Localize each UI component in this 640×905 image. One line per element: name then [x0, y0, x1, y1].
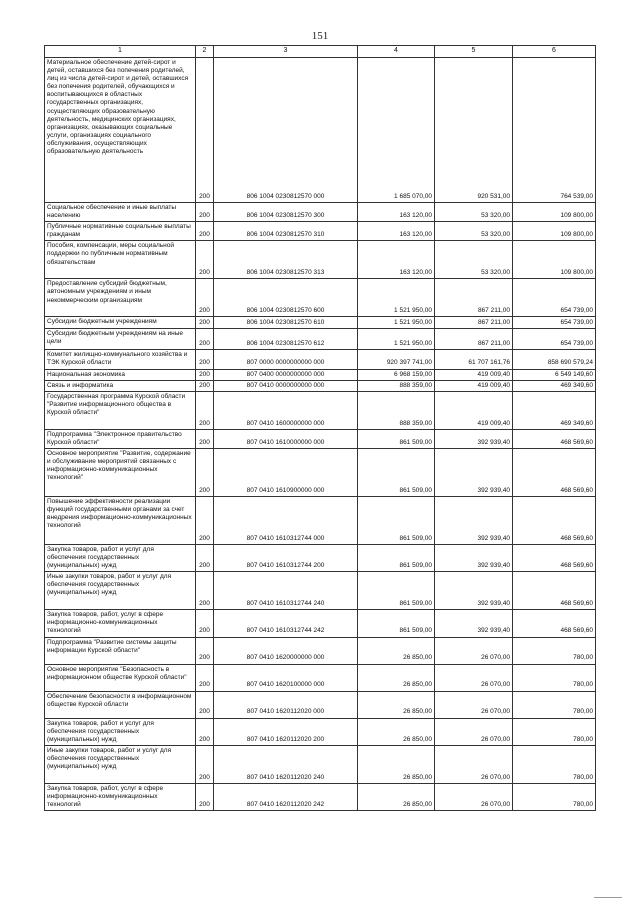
row-code2-cell: 200 [196, 783, 214, 810]
row-budget-code-cell: 807 0400 0000000000 000 [214, 369, 358, 380]
row-value-col5-cell: 26 070,00 [435, 783, 513, 810]
column-header: 3 [214, 46, 358, 58]
row-value-col4-cell: 1 521 950,00 [358, 329, 435, 350]
table-header-row [45, 46, 596, 58]
row-value-col4-cell: 888 359,00 [358, 391, 435, 429]
table-row [45, 637, 596, 664]
row-budget-code-cell: 807 0410 0000000000 000 [214, 380, 358, 391]
row-value-col6-cell: 780,00 [513, 691, 596, 718]
table-row [45, 448, 596, 496]
row-name-cell: Пособия, компенсации, меры социальной поддержки по публичным нормативным обязательствам [45, 241, 196, 279]
table-row [45, 203, 596, 222]
row-budget-code-cell: 807 0410 1600000000 000 [214, 391, 358, 429]
row-value-col5-cell: 392 939,40 [435, 496, 513, 544]
table-row [45, 745, 596, 783]
row-value-col6-cell: 468 569,60 [513, 448, 596, 496]
row-name-cell: Подпрограмма "Электронное правительство Курской области" [45, 429, 196, 448]
row-value-col6-cell: 109 800,00 [513, 222, 596, 241]
row-value-col4-cell: 163 120,00 [358, 222, 435, 241]
row-value-col4-cell: 861 509,00 [358, 429, 435, 448]
row-name-cell: Закупка товаров, работ, услуг в сфере информационно-коммуникационных технологий [45, 783, 196, 810]
row-value-col6-cell: 654 739,00 [513, 329, 596, 350]
table-row [45, 610, 596, 637]
table-row [45, 350, 596, 369]
row-code2-cell: 200 [196, 391, 214, 429]
row-name-cell: Обеспечение безопасности в информационном обществе Курской области [45, 691, 196, 718]
row-code2-cell: 200 [196, 691, 214, 718]
row-name-cell: Национальная экономика [45, 369, 196, 380]
row-name-cell: Подпрограмма "Развитие системы защиты информации Курской области" [45, 637, 196, 664]
row-value-col6-cell: 780,00 [513, 783, 596, 810]
row-code2-cell: 200 [196, 637, 214, 664]
row-value-col6-cell: 780,00 [513, 664, 596, 691]
table-row [45, 429, 596, 448]
row-name-cell: Государственная программа Курской области "Развитие информационного общества в Курской области" [45, 391, 196, 429]
row-code2-cell: 200 [196, 745, 214, 783]
row-value-col6-cell: 780,00 [513, 718, 596, 745]
row-name-cell: Основное мероприятие "Развитие, содержание и обслуживание мероприятий связанных с информационно-коммуникационных технологий" [45, 448, 196, 496]
row-name-cell: Субсидии бюджетным учреждениям на иные цели [45, 329, 196, 350]
row-budget-code-cell: 807 0410 1620112020 242 [214, 783, 358, 810]
row-code2-cell: 200 [196, 350, 214, 369]
row-value-col6-cell: 109 800,00 [513, 203, 596, 222]
row-name-cell: Субсидии бюджетным учреждениям [45, 317, 196, 329]
table-row [45, 572, 596, 610]
row-value-col6-cell: 780,00 [513, 745, 596, 783]
row-value-col6-cell: 469 349,60 [513, 380, 596, 391]
row-value-col5-cell: 419 009,40 [435, 391, 513, 429]
row-value-col5-cell: 392 939,40 [435, 544, 513, 571]
row-value-col5-cell: 867 211,00 [435, 279, 513, 317]
row-name-cell: Закупка товаров, работ и услуг для обеспечения государственных (муниципальных) нужд [45, 718, 196, 745]
row-value-col4-cell: 1 685 070,00 [358, 58, 435, 203]
row-name-cell: Публичные нормативные социальные выплаты гражданам [45, 222, 196, 241]
row-code2-cell: 200 [196, 279, 214, 317]
row-name-cell: Предоставление субсидий бюджетным, автономным учреждениям и иным некоммерческим организациям [45, 279, 196, 317]
scan-mark [594, 897, 622, 898]
row-value-col5-cell: 53 320,00 [435, 203, 513, 222]
row-code2-cell: 200 [196, 572, 214, 610]
row-value-col4-cell: 6 968 159,00 [358, 369, 435, 380]
row-value-col5-cell: 53 320,00 [435, 241, 513, 279]
row-value-col4-cell: 861 509,00 [358, 448, 435, 496]
row-value-col4-cell: 920 397 741,00 [358, 350, 435, 369]
row-budget-code-cell: 807 0410 1620112020 000 [214, 691, 358, 718]
column-header: 1 [45, 46, 196, 58]
row-name-cell: Закупка товаров, работ, услуг в сфере информационно-коммуникационных технологий [45, 610, 196, 637]
row-value-col5-cell: 61 707 161,76 [435, 350, 513, 369]
row-value-col4-cell: 26 850,00 [358, 718, 435, 745]
row-value-col6-cell: 468 569,60 [513, 544, 596, 571]
page-number: 151 [311, 30, 329, 42]
row-code2-cell: 200 [196, 58, 214, 203]
table-row [45, 691, 596, 718]
row-name-cell: Иные закупки товаров, работ и услуг для обеспечения государственных (муниципальных) нужд [45, 745, 196, 783]
row-budget-code-cell: 807 0410 1610312744 000 [214, 496, 358, 544]
table-row [45, 391, 596, 429]
table-row [45, 664, 596, 691]
row-code2-cell: 200 [196, 544, 214, 571]
row-code2-cell: 200 [196, 429, 214, 448]
row-value-col5-cell: 26 070,00 [435, 637, 513, 664]
table-row [45, 718, 596, 745]
row-value-col6-cell: 764 539,00 [513, 58, 596, 203]
row-budget-code-cell: 806 1004 0230812570 612 [214, 329, 358, 350]
row-budget-code-cell: 806 1004 0230812570 313 [214, 241, 358, 279]
row-code2-cell: 200 [196, 222, 214, 241]
table-row [45, 544, 596, 571]
row-value-col6-cell: 858 690 579,24 [513, 350, 596, 369]
row-name-cell: Иные закупки товаров, работ и услуг для обеспечения государственных (муниципальных) нужд [45, 572, 196, 610]
row-value-col6-cell: 654 739,00 [513, 317, 596, 329]
row-code2-cell: 200 [196, 496, 214, 544]
row-code2-cell: 200 [196, 241, 214, 279]
row-budget-code-cell: 807 0410 1620000000 000 [214, 637, 358, 664]
row-code2-cell: 200 [196, 203, 214, 222]
row-code2-cell: 200 [196, 380, 214, 391]
row-value-col5-cell: 920 531,00 [435, 58, 513, 203]
row-name-cell: Социальное обеспечение и иные выплаты населению [45, 203, 196, 222]
row-value-col4-cell: 861 509,00 [358, 610, 435, 637]
row-name-cell: Закупка товаров, работ и услуг для обеспечения государственных (муниципальных) нужд [45, 544, 196, 571]
row-value-col4-cell: 861 509,00 [358, 496, 435, 544]
row-value-col5-cell: 419 009,40 [435, 369, 513, 380]
row-budget-code-cell: 807 0000 0000000000 000 [214, 350, 358, 369]
row-budget-code-cell: 806 1004 0230812570 300 [214, 203, 358, 222]
row-value-col5-cell: 392 939,40 [435, 448, 513, 496]
row-value-col6-cell: 468 569,60 [513, 572, 596, 610]
row-budget-code-cell: 807 0410 1610900000 000 [214, 448, 358, 496]
row-value-col6-cell: 468 569,60 [513, 496, 596, 544]
row-budget-code-cell: 806 1004 0230812570 600 [214, 279, 358, 317]
row-value-col4-cell: 26 850,00 [358, 691, 435, 718]
table-row [45, 58, 596, 203]
row-name-cell: Основное мероприятие "Безопасность в информационном обществе Курской области" [45, 664, 196, 691]
row-value-col6-cell: 654 739,00 [513, 279, 596, 317]
row-name-cell: Комитет жилищно-коммунального хозяйства и ТЭК Курской области [45, 350, 196, 369]
row-code2-cell: 200 [196, 317, 214, 329]
row-value-col5-cell: 26 070,00 [435, 718, 513, 745]
row-value-col6-cell: 468 569,60 [513, 429, 596, 448]
table-row [45, 222, 596, 241]
row-value-col5-cell: 26 070,00 [435, 691, 513, 718]
row-value-col4-cell: 163 120,00 [358, 241, 435, 279]
column-header: 6 [513, 46, 596, 58]
row-value-col6-cell: 6 549 149,60 [513, 369, 596, 380]
row-name-cell: Повышение эффективности реализации функций государственными органами за счет внедрения информационно-коммуникационных технологий [45, 496, 196, 544]
row-budget-code-cell: 807 0410 1620112020 240 [214, 745, 358, 783]
row-value-col6-cell: 469 349,60 [513, 391, 596, 429]
row-budget-code-cell: 807 0410 1620100000 000 [214, 664, 358, 691]
column-header: 5 [435, 46, 513, 58]
table-row [45, 329, 596, 350]
table-row [45, 380, 596, 391]
column-header: 2 [196, 46, 214, 58]
row-code2-cell: 200 [196, 718, 214, 745]
row-value-col4-cell: 1 521 950,00 [358, 279, 435, 317]
row-budget-code-cell: 806 1004 0230812570 000 [214, 58, 358, 203]
row-value-col5-cell: 392 939,40 [435, 610, 513, 637]
row-budget-code-cell: 806 1004 0230812570 610 [214, 317, 358, 329]
table-row [45, 369, 596, 380]
table-row [45, 783, 596, 810]
row-code2-cell: 200 [196, 329, 214, 350]
row-value-col4-cell: 1 521 950,00 [358, 317, 435, 329]
row-budget-code-cell: 807 0410 1610312744 240 [214, 572, 358, 610]
row-value-col5-cell: 26 070,00 [435, 664, 513, 691]
row-name-cell: Материальное обеспечение детей-сирот и детей, оставшихся без попечения родителей, лиц из числа детей-сирот и детей, оставшихся без попечения родителей, обучающихся и воспитывающихся в областных государственных организациях, осуществляющих образовательную деятельность, медицинских организациях, организациях, оказывающих социальные услуги, организациях социального обслуживания, осуществляющих образовательную деятельность [45, 58, 196, 203]
row-value-col5-cell: 26 070,00 [435, 745, 513, 783]
row-budget-code-cell: 807 0410 1620112020 200 [214, 718, 358, 745]
row-value-col4-cell: 861 509,00 [358, 544, 435, 571]
row-value-col5-cell: 53 320,00 [435, 222, 513, 241]
row-budget-code-cell: 807 0410 1610312744 242 [214, 610, 358, 637]
row-value-col4-cell: 861 509,00 [358, 572, 435, 610]
row-value-col5-cell: 392 939,40 [435, 429, 513, 448]
row-name-cell: Связь и информатика [45, 380, 196, 391]
row-value-col6-cell: 468 569,60 [513, 610, 596, 637]
row-value-col6-cell: 109 800,00 [513, 241, 596, 279]
row-code2-cell: 200 [196, 448, 214, 496]
table-row [45, 317, 596, 329]
row-value-col4-cell: 888 359,00 [358, 380, 435, 391]
row-code2-cell: 200 [196, 664, 214, 691]
row-value-col5-cell: 419 009,40 [435, 380, 513, 391]
table-row [45, 496, 596, 544]
row-value-col5-cell: 392 939,40 [435, 572, 513, 610]
row-value-col4-cell: 26 850,00 [358, 637, 435, 664]
row-budget-code-cell: 806 1004 0230812570 310 [214, 222, 358, 241]
row-code2-cell: 200 [196, 610, 214, 637]
row-code2-cell: 200 [196, 369, 214, 380]
row-budget-code-cell: 807 0410 1610000000 000 [214, 429, 358, 448]
row-value-col5-cell: 867 211,00 [435, 329, 513, 350]
row-value-col6-cell: 780,00 [513, 637, 596, 664]
table-row [45, 241, 596, 279]
row-value-col4-cell: 163 120,00 [358, 203, 435, 222]
budget-table [44, 45, 596, 811]
row-value-col5-cell: 867 211,00 [435, 317, 513, 329]
row-value-col4-cell: 26 850,00 [358, 745, 435, 783]
table-row [45, 279, 596, 317]
row-value-col4-cell: 26 850,00 [358, 664, 435, 691]
row-value-col4-cell: 26 850,00 [358, 783, 435, 810]
column-header: 4 [358, 46, 435, 58]
row-budget-code-cell: 807 0410 1610312744 200 [214, 544, 358, 571]
